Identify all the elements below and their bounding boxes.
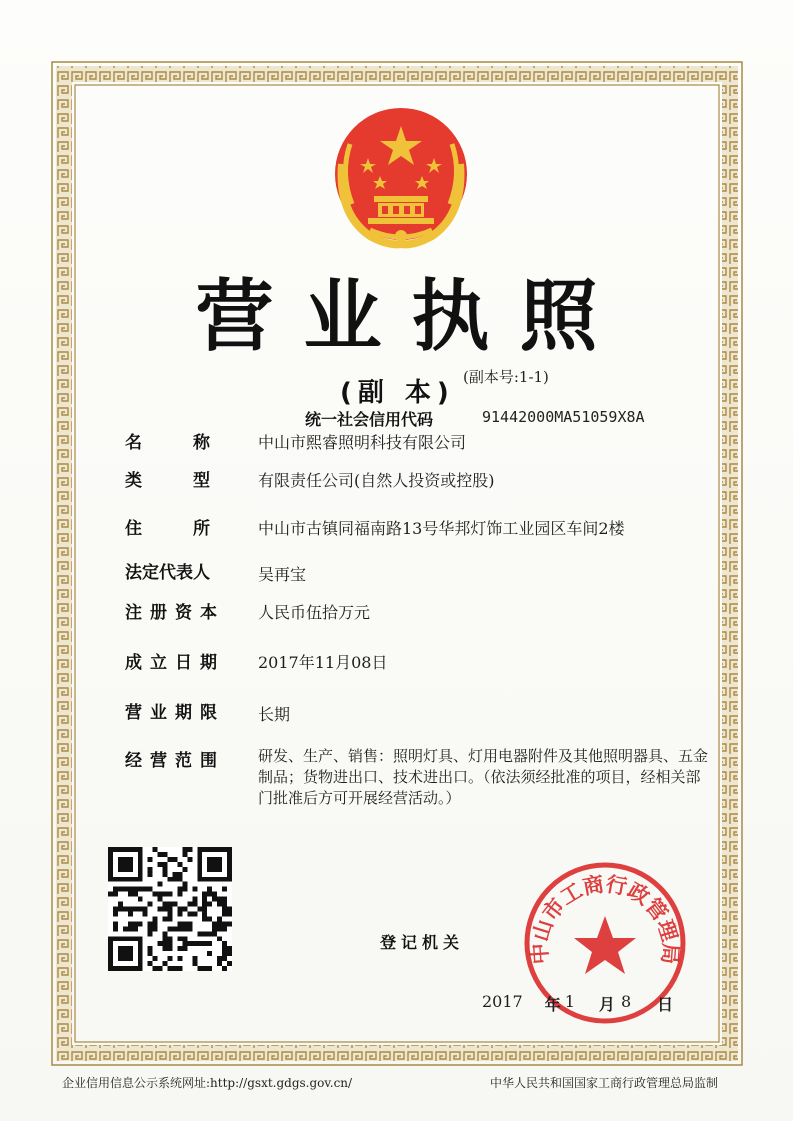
national-emblem-icon	[330, 104, 472, 250]
issue-date-year-unit: 年	[544, 995, 561, 1014]
field-value-name: 中山市熙睿照明科技有限公司	[258, 433, 467, 452]
field-label-established-date: 成立日期	[125, 653, 225, 673]
qr-code-icon[interactable]	[108, 847, 232, 971]
field-label-registered-capital: 注册资本	[125, 603, 225, 623]
field-value-business-term: 长期	[258, 705, 291, 724]
field-label-name: 名 称	[125, 433, 210, 453]
issue-date-month-unit: 月	[598, 995, 615, 1014]
registration-authority-label: 登记机关	[380, 933, 465, 952]
issue-date-month: 1	[564, 992, 575, 1011]
svg-text:中山市工商行政管理局: 中山市工商行政管理局	[527, 871, 683, 965]
credit-code-value: 91442000MA51059X8A	[482, 408, 645, 426]
field-label-address: 住 所	[125, 519, 210, 539]
field-value-address: 中山市古镇同福南路13号华邦灯饰工业园区车间2楼	[258, 519, 625, 538]
field-label-legal-rep: 法定代表人	[125, 563, 210, 583]
issue-date-day: 8	[620, 992, 632, 1011]
credit-code-label: 统一社会信用代码	[305, 410, 434, 429]
field-label-business-term: 营业期限	[125, 703, 225, 723]
copy-number: (副本号:1-1)	[463, 368, 549, 386]
field-value-registered-capital: 人民币伍拾万元	[258, 603, 371, 622]
field-value-business-scope: 研发、生产、销售：照明灯具、灯用电器附件及其他照明器具、五金制品；货物进出口、技术进出口。（依法须经批准的项目，经相关部门批准后方可开展经营活动。）	[258, 747, 709, 807]
document-subtitle: (副 本)	[340, 378, 455, 408]
footer-website: 企业信用信息公示系统网址:http://gsxt.gdgs.gov.cn/	[62, 1076, 353, 1090]
issue-date-day-unit: 日	[657, 995, 674, 1014]
document-title: 营业执照	[195, 272, 628, 362]
field-label-business-scope: 经营范围	[125, 751, 225, 771]
field-value-type: 有限责任公司(自然人投资或控股)	[258, 471, 495, 490]
issue-date	[482, 992, 673, 1015]
field-value-established-date: 2017年11月08日	[258, 653, 388, 672]
issue-date-year: 2017	[482, 992, 523, 1011]
field-label-type: 类 型	[125, 471, 210, 491]
footer-issuer: 中华人民共和国国家工商行政管理总局监制	[490, 1076, 719, 1090]
field-value-legal-rep: 吴再宝	[258, 565, 307, 584]
